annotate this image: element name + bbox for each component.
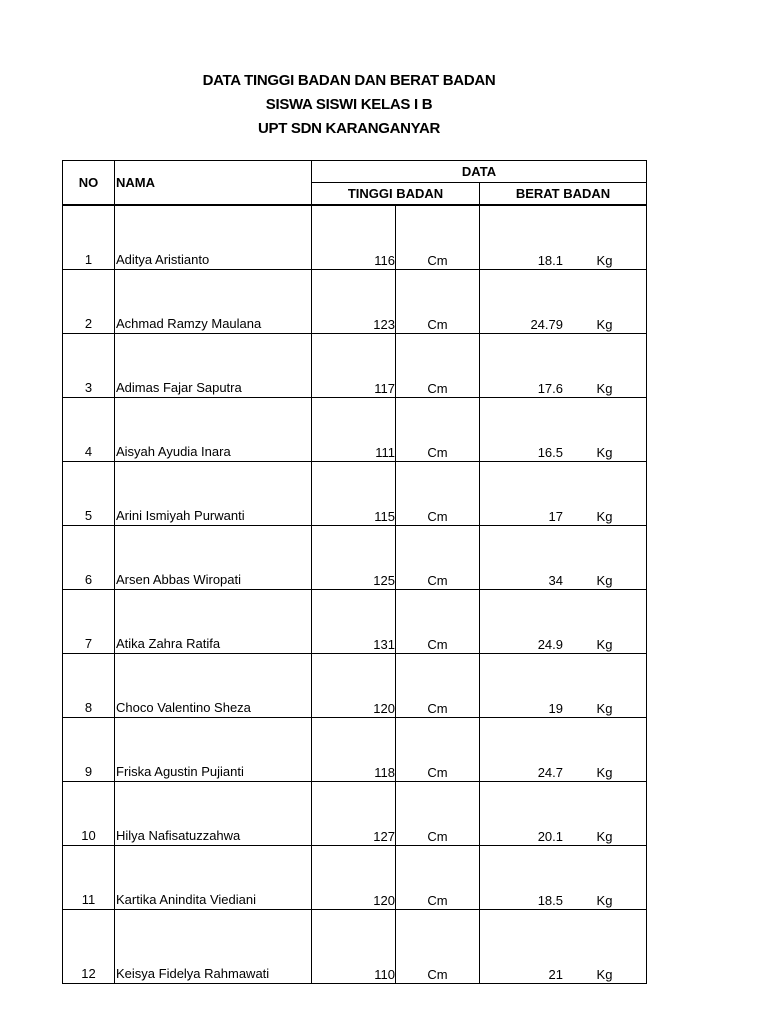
- row-berat-unit: Kg: [563, 462, 647, 526]
- table-row: [63, 718, 647, 782]
- header-nama: NAMA: [115, 161, 312, 206]
- table-row: [63, 782, 647, 846]
- table-row: [63, 270, 647, 334]
- document-title: DATA TINGGI BADAN DAN BERAT BADAN: [202, 72, 496, 89]
- row-berat-value: 18.5: [480, 846, 564, 910]
- row-tinggi-unit: Cm: [396, 334, 480, 398]
- row-tinggi-unit: Cm: [396, 398, 480, 462]
- row-tinggi-unit: Cm: [396, 846, 480, 910]
- row-berat-value: 18.1: [480, 205, 564, 270]
- row-tinggi-value: 115: [312, 462, 396, 526]
- row-berat-unit: Kg: [563, 718, 647, 782]
- row-nama: Kartika Anindita Viediani: [115, 846, 312, 910]
- row-no: 12: [63, 910, 115, 984]
- row-berat-unit: Kg: [563, 654, 647, 718]
- row-nama: Choco Valentino Sheza: [115, 654, 312, 718]
- row-tinggi-value: 111: [312, 398, 396, 462]
- header-tinggi-badan: TINGGI BADAN: [312, 183, 480, 206]
- table-row: [63, 462, 647, 526]
- row-nama: Arini Ismiyah Purwanti: [115, 462, 312, 526]
- row-nama: Friska Agustin Pujianti: [115, 718, 312, 782]
- table-row: [63, 526, 647, 590]
- document-subtitle-class: SISWA SISWI KELAS I B: [265, 96, 433, 113]
- row-berat-unit: Kg: [563, 782, 647, 846]
- row-no: 2: [63, 270, 115, 334]
- row-no: 8: [63, 654, 115, 718]
- row-no: 9: [63, 718, 115, 782]
- table-row: [63, 910, 647, 984]
- row-nama: Keisya Fidelya Rahmawati: [115, 910, 312, 984]
- table-row: [63, 846, 647, 910]
- row-tinggi-value: 120: [312, 654, 396, 718]
- row-tinggi-unit: Cm: [396, 718, 480, 782]
- row-tinggi-value: 127: [312, 782, 396, 846]
- row-tinggi-value: 117: [312, 334, 396, 398]
- row-berat-unit: Kg: [563, 270, 647, 334]
- row-berat-unit: Kg: [563, 334, 647, 398]
- row-tinggi-value: 131: [312, 590, 396, 654]
- row-no: 4: [63, 398, 115, 462]
- row-berat-value: 24.7: [480, 718, 564, 782]
- table-row: [63, 334, 647, 398]
- row-tinggi-unit: Cm: [396, 782, 480, 846]
- row-no: 5: [63, 462, 115, 526]
- row-tinggi-value: 110: [312, 910, 396, 984]
- row-berat-value: 21: [480, 910, 564, 984]
- row-no: 11: [63, 846, 115, 910]
- row-nama: Atika Zahra Ratifa: [115, 590, 312, 654]
- row-nama: Aditya Aristianto: [115, 205, 312, 270]
- row-berat-unit: Kg: [563, 398, 647, 462]
- document-subtitle-school: UPT SDN KARANGANYAR: [257, 120, 441, 137]
- row-tinggi-unit: Cm: [396, 205, 480, 270]
- row-tinggi-value: 120: [312, 846, 396, 910]
- header-data-group: DATA: [312, 161, 647, 183]
- row-nama: Aisyah Ayudia Inara: [115, 398, 312, 462]
- row-no: 7: [63, 590, 115, 654]
- table-row: [63, 590, 647, 654]
- row-no: 6: [63, 526, 115, 590]
- row-berat-value: 20.1: [480, 782, 564, 846]
- row-no: 3: [63, 334, 115, 398]
- table-row: [63, 398, 647, 462]
- header-no: NO: [63, 161, 115, 206]
- table-row: [63, 205, 647, 270]
- row-no: 10: [63, 782, 115, 846]
- header-berat-badan: BERAT BADAN: [480, 183, 647, 206]
- row-berat-unit: Kg: [563, 526, 647, 590]
- row-tinggi-value: 116: [312, 205, 396, 270]
- row-nama: Arsen Abbas Wiropati: [115, 526, 312, 590]
- row-berat-unit: Kg: [563, 590, 647, 654]
- row-tinggi-unit: Cm: [396, 654, 480, 718]
- row-tinggi-unit: Cm: [396, 270, 480, 334]
- row-tinggi-unit: Cm: [396, 590, 480, 654]
- row-tinggi-unit: Cm: [396, 526, 480, 590]
- row-nama: Hilya Nafisatuzzahwa: [115, 782, 312, 846]
- row-berat-value: 16.5: [480, 398, 564, 462]
- row-berat-value: 17.6: [480, 334, 564, 398]
- row-berat-value: 19: [480, 654, 564, 718]
- row-berat-value: 24.79: [480, 270, 564, 334]
- row-berat-value: 17: [480, 462, 564, 526]
- row-tinggi-unit: Cm: [396, 910, 480, 984]
- row-berat-unit: Kg: [563, 205, 647, 270]
- row-tinggi-unit: Cm: [396, 462, 480, 526]
- row-tinggi-value: 118: [312, 718, 396, 782]
- row-no: 1: [63, 205, 115, 270]
- row-berat-unit: Kg: [563, 910, 647, 984]
- row-tinggi-value: 123: [312, 270, 396, 334]
- row-nama: Achmad Ramzy Maulana: [115, 270, 312, 334]
- table-row: [63, 654, 647, 718]
- table-header-row-1: [63, 161, 647, 183]
- row-nama: Adimas Fajar Saputra: [115, 334, 312, 398]
- row-tinggi-value: 125: [312, 526, 396, 590]
- row-berat-unit: Kg: [563, 846, 647, 910]
- student-data-table: [62, 160, 647, 984]
- row-berat-value: 34: [480, 526, 564, 590]
- row-berat-value: 24.9: [480, 590, 564, 654]
